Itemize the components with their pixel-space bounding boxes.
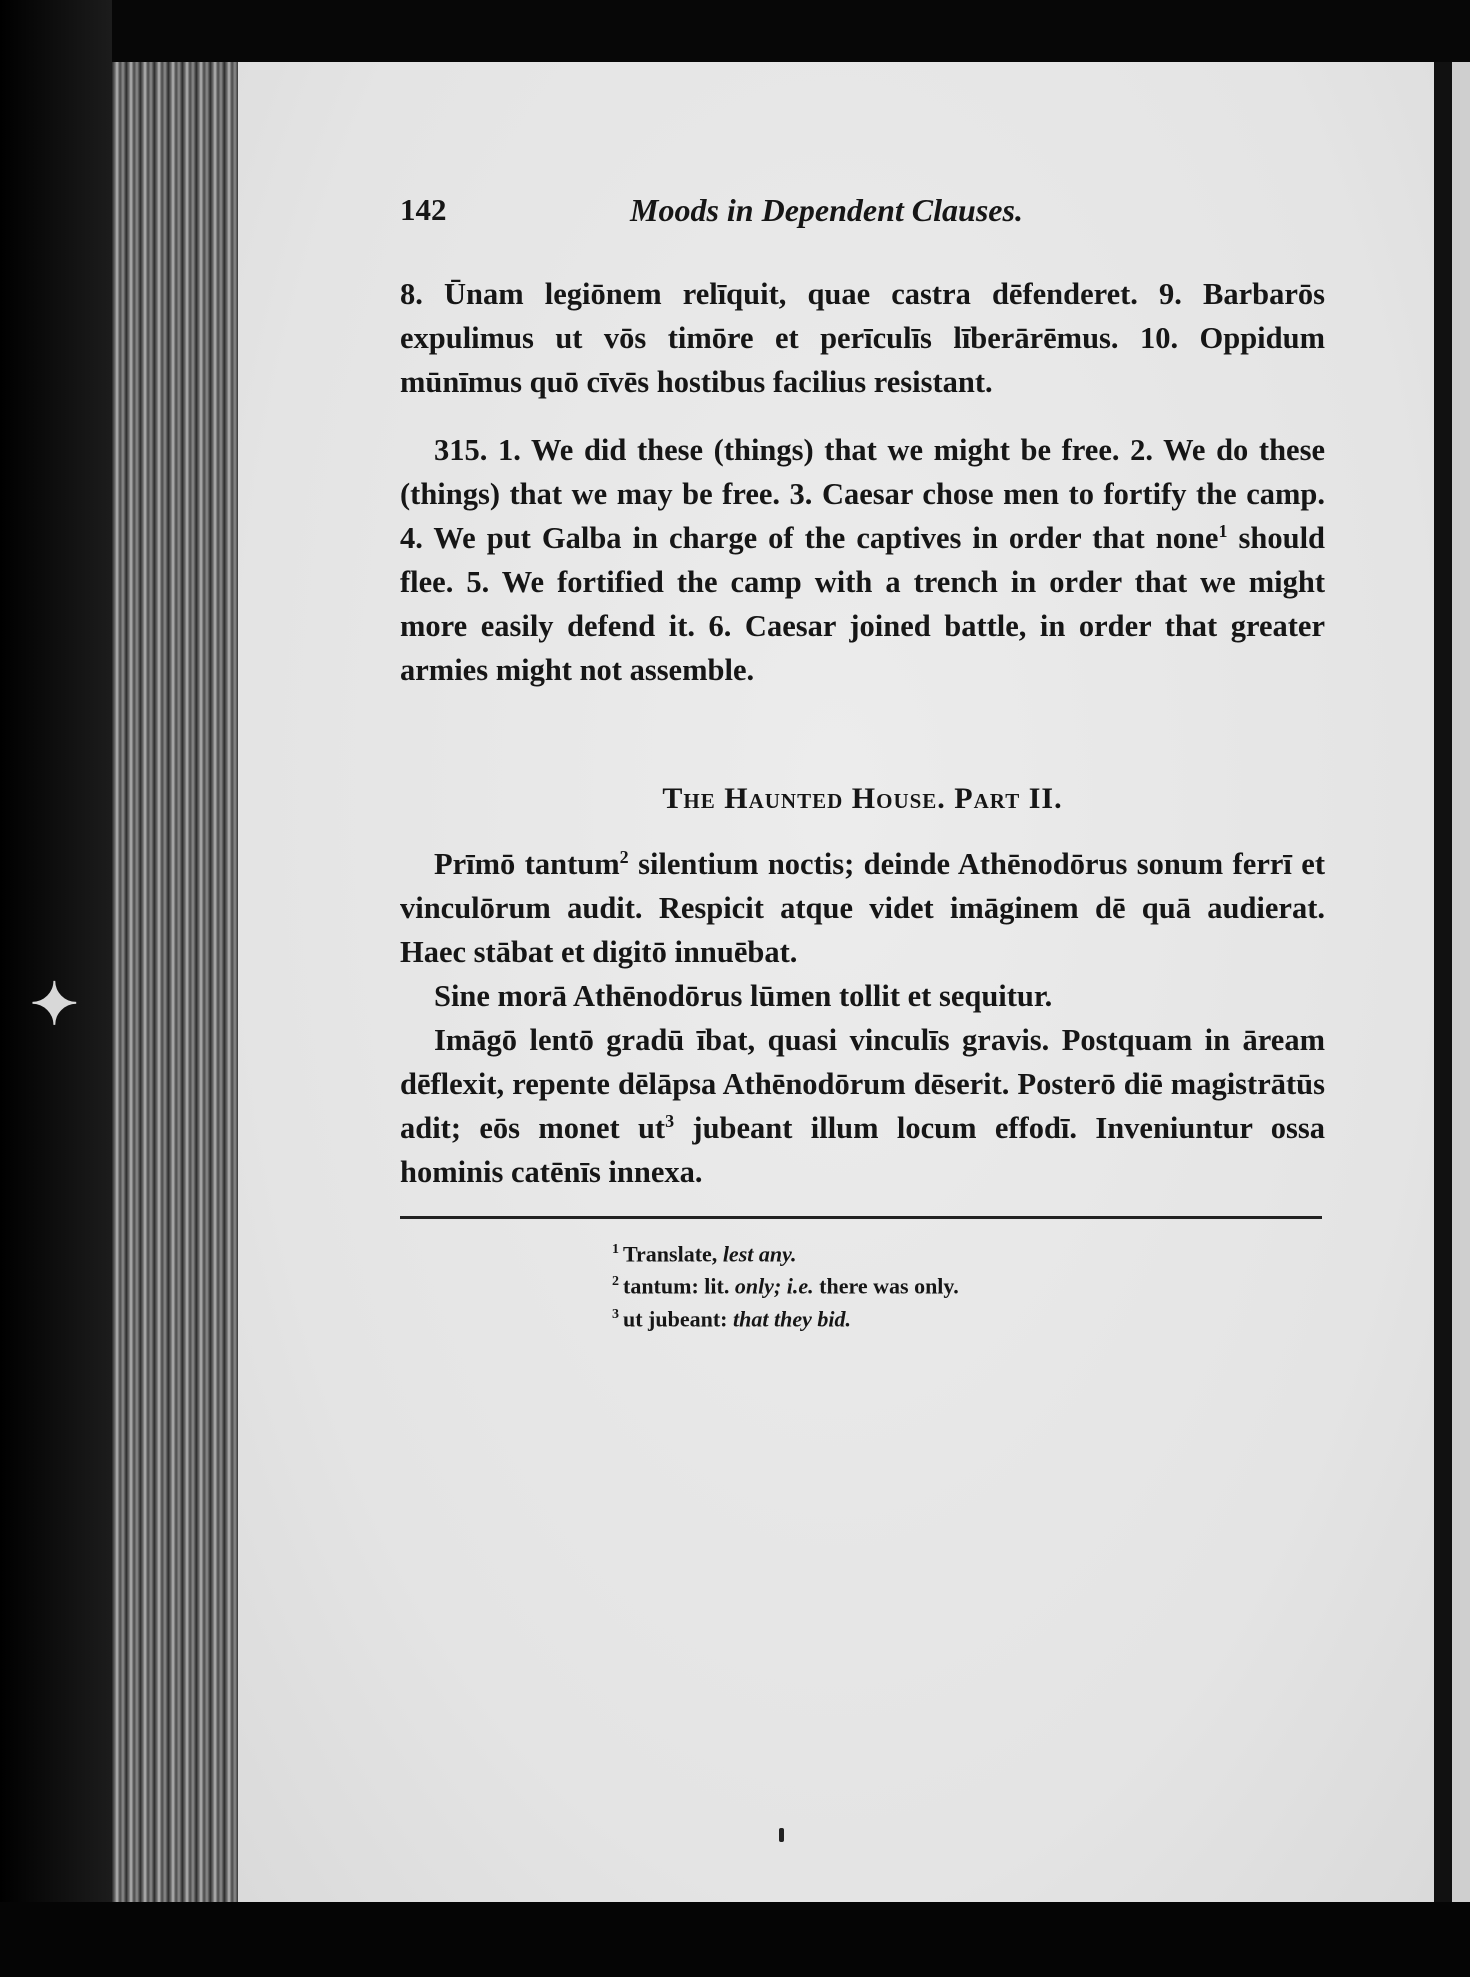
story-text xyxy=(400,842,1325,1194)
latin-exercises: 8. Ūnam legiōnem relīquit, quae castra dēfenderet. 9. Barbarōs expulimus ut vōs timōre et perīculīs līberārēmus. 10. Oppidum mūnīmus quō cīvēs hostibus facilius resistant. xyxy=(400,277,1325,399)
footnote-italic: lest any. xyxy=(722,1241,797,1267)
page-header xyxy=(400,192,1322,242)
story-paragraph-2: Sine morā Athēnodōrus lūmen tollit et sequitur. xyxy=(434,979,1053,1013)
facing-page-edge xyxy=(1452,62,1470,1902)
footnote-2 xyxy=(612,1268,1312,1300)
book-spine xyxy=(112,62,238,1902)
margin-mark: ✦ xyxy=(30,972,79,1037)
story-p1-a: Prīmō tantum xyxy=(434,847,620,881)
section-title: The Haunted House. Part II. xyxy=(662,782,1063,815)
story-p3-b: jubeant illum locum effodī. Inveniuntur ossa hominis catēnīs innexa. xyxy=(400,1111,1325,1189)
ink-speck xyxy=(779,1828,784,1842)
footnote-italic: only; i.e. xyxy=(734,1273,814,1299)
scan-bottom-shadow xyxy=(0,1902,1470,1977)
footnote-number: 1 xyxy=(612,1242,619,1257)
footnote-text: Translate, xyxy=(623,1241,723,1267)
footnote-italic: that they bid. xyxy=(733,1305,851,1331)
footnote-tail: there was only. xyxy=(813,1273,959,1299)
footnote-3 xyxy=(612,1301,1312,1333)
footnote-number: 2 xyxy=(612,1274,619,1290)
footnote-text: tantum: lit. xyxy=(623,1273,735,1299)
footnotes xyxy=(612,1236,1312,1333)
gutter-shadow xyxy=(1434,62,1452,1902)
footnote-ref-3: 3 xyxy=(665,1110,675,1131)
story-p1-b: silentium noctis; deinde Athēnodōrus sonum ferrī et vinculōrum audit. Respicit atque videt imāginem dē quā audierat. Haec stābat et digitō innuēbat. xyxy=(400,847,1326,969)
page-number: 142 xyxy=(400,192,447,227)
english-exercises-part2: should flee. 5. We fortified the camp with a trench in order that we might more easily defend it. 6. Caesar joined battle, in order that greater armies might not assemble. xyxy=(400,521,1326,687)
story-p3-a: Imāgō lentō gradū ībat, quasi vinculīs gravis. Postquam in āream dēflexit, repente dēlāpsa Athēnodōrum dēserit. Posterō diē magistrātūs adit; eōs monet ut xyxy=(400,1023,1325,1145)
footnote-ref-2: 2 xyxy=(619,846,629,867)
story-paragraph-3 xyxy=(400,1018,1325,1194)
english-exercises-part1: 315. 1. We did these (things) that we might be free. 2. We do these (things) that we may be free. 3. Caesar chose men to fortify the camp. 4. We put Galba in charge of the captives in order that none xyxy=(400,433,1325,555)
footnote-number: 3 xyxy=(612,1306,619,1322)
story-paragraph-1 xyxy=(400,842,1325,974)
running-title: Moods in Dependent Clauses. xyxy=(630,192,1023,228)
footnote-rule xyxy=(400,1216,1322,1219)
english-exercises xyxy=(400,428,1325,692)
footnote-text: ut jubeant: xyxy=(623,1305,734,1331)
footnote-1 xyxy=(612,1236,1312,1268)
footnote-ref-1: 1 xyxy=(1218,520,1228,541)
